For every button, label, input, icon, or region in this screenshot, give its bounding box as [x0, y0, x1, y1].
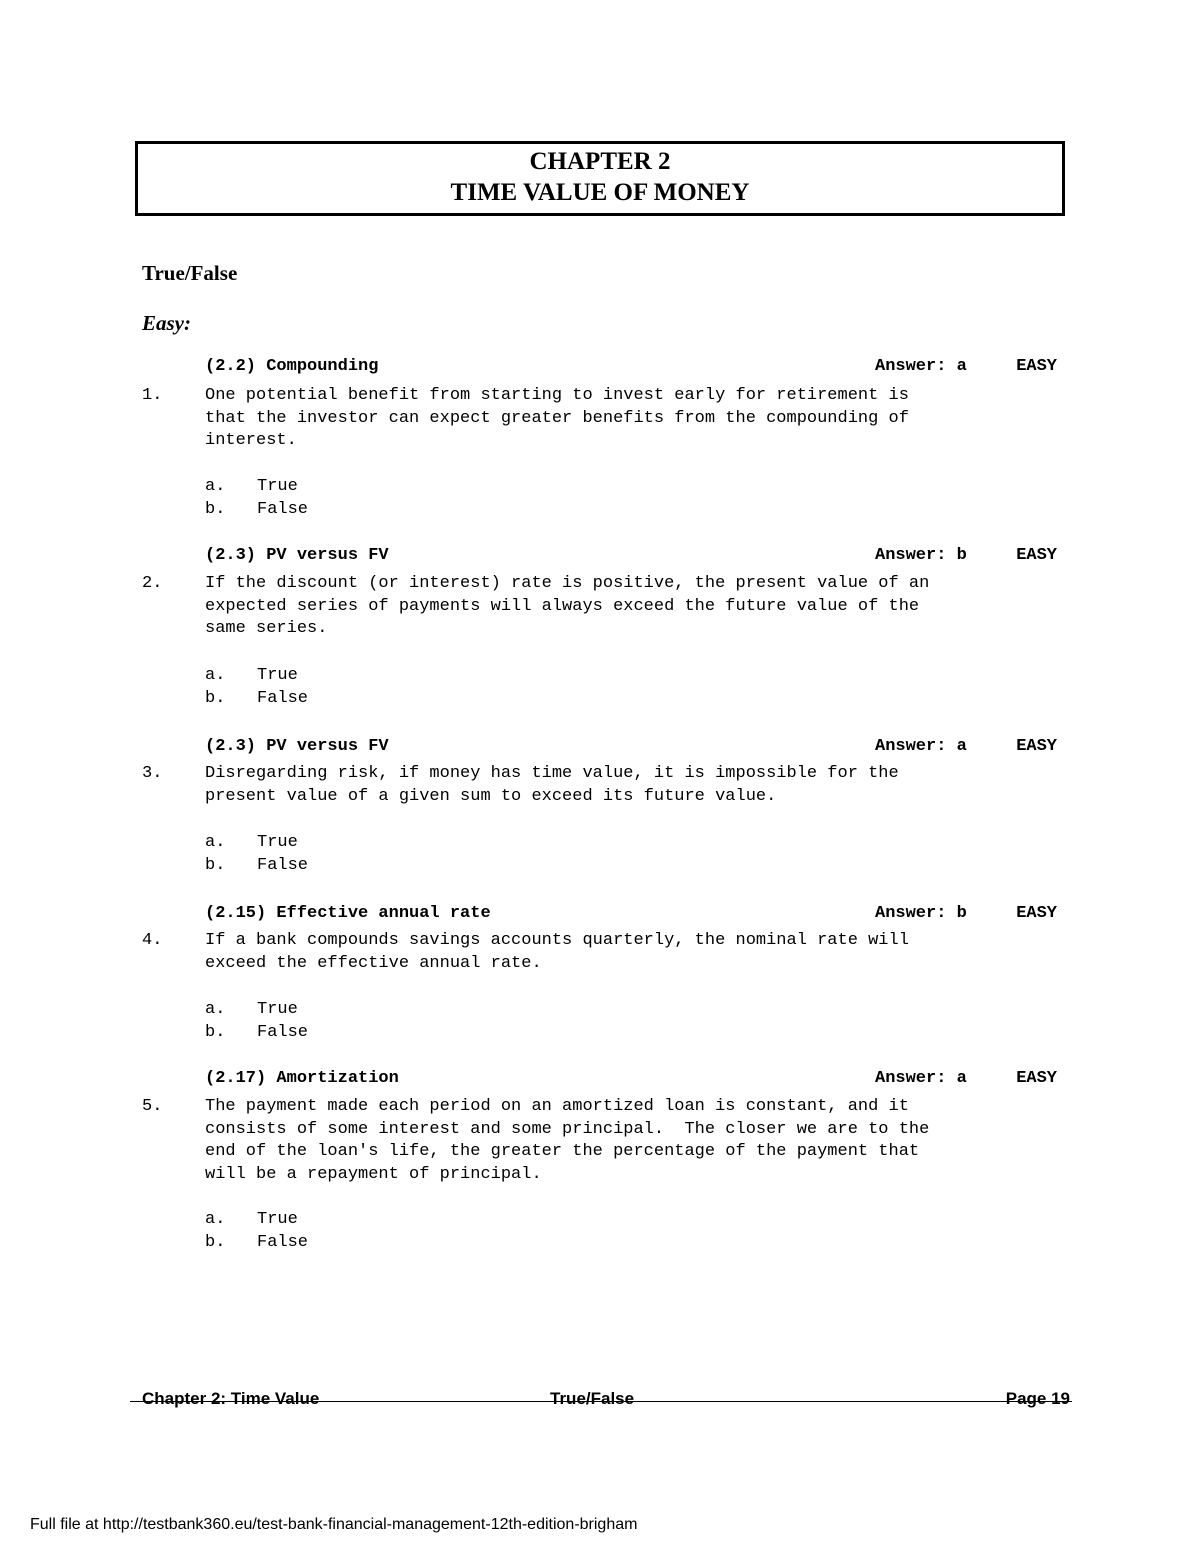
source-note: Full file at http://testbank360.eu/test-bank-financial-management-12th-edition-brigham: [30, 1516, 638, 1533]
option-letter: a.: [205, 1210, 226, 1229]
option-letter: a.: [205, 666, 226, 685]
answer-option: [205, 665, 298, 688]
question-text: [205, 573, 1065, 641]
difficulty-heading: Easy:: [142, 311, 191, 335]
option-text: True: [257, 477, 298, 496]
chapter-title-box: [135, 141, 1065, 216]
question-answer: Answer: b: [875, 546, 967, 565]
question-answer: Answer: a: [875, 1069, 967, 1088]
answer-option: [205, 1232, 308, 1255]
chapter-number: CHAPTER 2: [529, 148, 671, 175]
question-line: that the investor can expect greater benefits from the compounding of: [205, 408, 909, 428]
option-text: False: [257, 689, 309, 708]
question-line: Disregarding risk, if money has time value, it is impossible for the: [205, 764, 899, 783]
option-letter: a.: [205, 477, 226, 496]
answer-option: [205, 1022, 308, 1045]
question-line: will be a repayment of principal.: [205, 1164, 542, 1184]
option-text: True: [257, 666, 298, 685]
footer-page-number: Page 19: [1005, 1389, 1070, 1408]
question-answer: Answer: a: [875, 357, 967, 376]
footer-rule: [130, 1401, 1072, 1402]
question-answer: Answer: a: [875, 737, 967, 756]
question-text: [205, 930, 1065, 975]
question-topic: (2.2) Compounding: [205, 357, 379, 376]
answer-option: [205, 476, 298, 499]
answer-option: [205, 855, 308, 878]
question-level: EASY: [1016, 546, 1057, 565]
answer-option: [205, 999, 298, 1022]
chapter-title: TIME VALUE OF MONEY: [450, 179, 750, 206]
footer-chapter: Chapter 2: Time Value: [142, 1389, 320, 1408]
option-letter: b.: [205, 689, 226, 708]
question-level: EASY: [1016, 1069, 1057, 1088]
section-heading: True/False: [142, 261, 238, 285]
option-text: True: [257, 1210, 298, 1229]
question-line: interest.: [205, 431, 297, 450]
question-text: [205, 385, 1065, 453]
question-topic: (2.15) Effective annual rate: [205, 904, 491, 923]
question-line: exceed the effective annual rate.: [205, 953, 542, 973]
question-number: 3.: [142, 764, 163, 783]
question-text: [205, 1096, 1065, 1186]
option-letter: b.: [205, 500, 226, 519]
question-number: 5.: [142, 1097, 163, 1116]
answer-option: [205, 832, 298, 855]
question-line: If a bank compounds savings accounts quarterly, the nominal rate will: [205, 931, 909, 950]
option-text: False: [257, 856, 309, 875]
question-answer: Answer: b: [875, 904, 967, 923]
option-letter: b.: [205, 856, 226, 875]
question-line: consists of some interest and some principal. The closer we are to the: [205, 1119, 930, 1139]
option-text: False: [257, 500, 309, 519]
option-text: False: [257, 1023, 309, 1042]
page-footer: [130, 1389, 1072, 1413]
answer-option: [205, 688, 308, 711]
option-letter: a.: [205, 833, 226, 852]
question-number: 2.: [142, 574, 163, 593]
question-topic: (2.3) PV versus FV: [205, 737, 389, 756]
option-letter: b.: [205, 1023, 226, 1042]
question-line: end of the loan's life, the greater the percentage of the payment that: [205, 1142, 920, 1161]
question-line: One potential benefit from starting to invest early for retirement is: [205, 386, 909, 405]
option-letter: a.: [205, 1000, 226, 1019]
option-text: False: [257, 1233, 309, 1252]
question-line: same series.: [205, 619, 328, 638]
question-number: 1.: [142, 386, 163, 405]
option-text: True: [257, 833, 298, 852]
answer-option: [205, 499, 308, 522]
question-text: [205, 763, 1065, 808]
answer-option: [205, 1209, 298, 1232]
question-topic: (2.3) PV versus FV: [205, 546, 389, 565]
question-topic: (2.17) Amortization: [205, 1069, 399, 1088]
question-line: present value of a given sum to exceed its future value.: [205, 786, 777, 806]
question-line: The payment made each period on an amortized loan is constant, and it: [205, 1097, 909, 1116]
option-letter: b.: [205, 1233, 226, 1252]
option-text: True: [257, 1000, 298, 1019]
question-line: expected series of payments will always exceed the future value of the: [205, 596, 920, 616]
question-level: EASY: [1016, 357, 1057, 376]
question-line: If the discount (or interest) rate is positive, the present value of an: [205, 574, 930, 593]
footer-section: True/False: [550, 1389, 635, 1408]
question-level: EASY: [1016, 904, 1057, 923]
question-number: 4.: [142, 931, 163, 950]
question-level: EASY: [1016, 737, 1057, 756]
